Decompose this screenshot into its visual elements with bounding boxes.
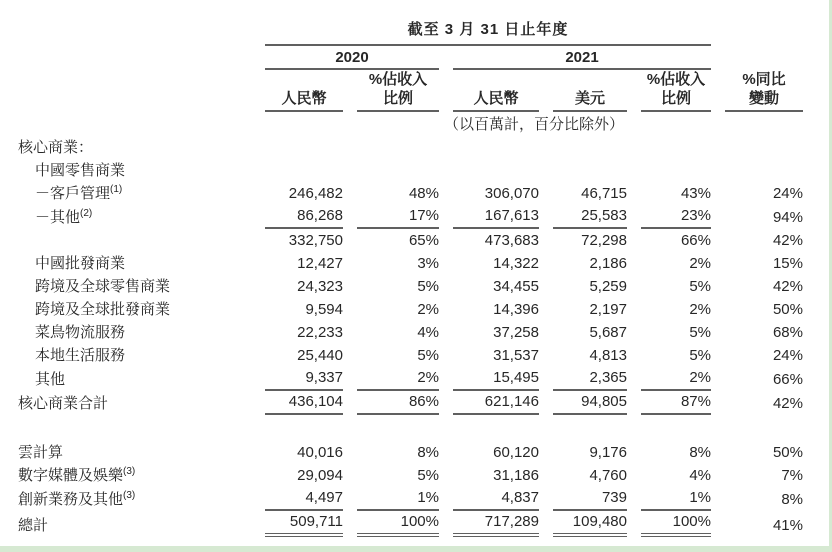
- table-cell: [546, 159, 634, 182]
- table-cell: 14,322: [493, 255, 539, 272]
- table-cell: 43%: [680, 185, 711, 202]
- table-cell: 436,104: [258, 391, 350, 415]
- table-cell: 66%: [772, 371, 803, 388]
- table-cell: 94,805: [546, 391, 634, 415]
- table-cell: 9,337: [258, 367, 350, 391]
- table-cell: 46,715: [581, 185, 627, 202]
- column-header-rmb-2020: [258, 70, 350, 112]
- table-cell: 12,427: [297, 255, 343, 272]
- year-group-row: [8, 46, 810, 70]
- table-cell: 4,760: [589, 467, 627, 484]
- row-label: 總計: [18, 517, 49, 534]
- table-cell: 15%: [772, 255, 803, 272]
- table-cell: 2,197: [589, 301, 627, 318]
- table-cell: [718, 159, 810, 182]
- table-cell: 65%: [408, 232, 439, 249]
- row-label: 本地生活服務: [35, 347, 126, 364]
- table-header: [8, 10, 810, 136]
- table-cell: 4%: [417, 324, 439, 341]
- table-cell: 4,837: [446, 487, 546, 511]
- table-cell: 2,365: [546, 367, 634, 391]
- table-cell: 86%: [350, 391, 446, 415]
- column-header-line: %同比: [742, 71, 786, 88]
- table-cell: 66%: [680, 232, 711, 249]
- table-cell: [258, 159, 350, 182]
- table-cell: 9,176: [589, 444, 627, 461]
- table-cell: 40,016: [297, 444, 343, 461]
- table-cell: 25,440: [297, 347, 343, 364]
- table-row: [8, 511, 810, 537]
- table-cell: 5%: [417, 347, 439, 364]
- table-cell: 717,289: [446, 511, 546, 537]
- row-label: 創新業務及其他$^{(3)}$: [18, 490, 136, 508]
- table-cell: 8%: [417, 444, 439, 461]
- table-cell: 5%: [689, 324, 711, 341]
- table-cell: 9,594: [305, 301, 343, 318]
- year-2021-header: 2021: [453, 49, 711, 70]
- table-cell: 4%: [689, 467, 711, 484]
- row-label: 跨境及全球零售商業: [35, 278, 171, 295]
- table-cell: 246,482: [288, 185, 343, 202]
- footnote-marker: (1): [110, 184, 123, 195]
- column-header-line: 人民幣: [281, 90, 327, 107]
- table-cell: 5,687: [589, 324, 627, 341]
- table-cell: 5,259: [589, 278, 627, 295]
- table-cell: 2%: [689, 301, 711, 318]
- table-cell: 68%: [772, 324, 803, 341]
- table-cell: 42%: [772, 395, 803, 412]
- table-cell: 332,750: [288, 232, 343, 249]
- table-cell: 109,480: [546, 511, 634, 537]
- table-cell: 31,186: [493, 467, 539, 484]
- table-row: [8, 275, 810, 298]
- table-cell: [546, 136, 634, 159]
- table-cell: 8%: [781, 491, 803, 508]
- row-label: 菜鳥物流服務: [35, 324, 126, 341]
- column-header-line: 比例: [660, 90, 691, 107]
- column-header-line: %佔收入: [646, 71, 706, 88]
- footnote-marker: (2): [80, 208, 93, 219]
- table-cell: 3%: [417, 255, 439, 272]
- table-cell: [718, 136, 810, 159]
- row-label: 中國零售商業: [35, 162, 126, 179]
- footnote-marker: (3): [123, 490, 136, 501]
- table-cell: 25,583: [546, 205, 634, 229]
- column-header-line: 比例: [382, 90, 413, 107]
- table-cell: 4,813: [589, 347, 627, 364]
- table-row: [8, 441, 810, 464]
- table-cell: 167,613: [446, 205, 546, 229]
- unit-note: （以百萬計，百分比除外）: [443, 116, 624, 133]
- table-row: [8, 205, 810, 229]
- table-cell: [350, 159, 446, 182]
- column-header-line: 美元: [574, 90, 605, 107]
- table-cell: 31,537: [493, 347, 539, 364]
- column-header-line: 人民幣: [473, 90, 519, 107]
- table-cell: 2%: [350, 367, 446, 391]
- row-label: 跨境及全球批發商業: [35, 301, 171, 318]
- table-row: [8, 136, 810, 159]
- table-row: [8, 182, 810, 205]
- table-cell: 2%: [689, 255, 711, 272]
- column-header-line: 變動: [748, 90, 779, 107]
- table-cell: 2%: [634, 367, 718, 391]
- table-row: [8, 159, 810, 182]
- row-label: －其他$^{(2)}$: [35, 208, 93, 226]
- unit-note-row: [8, 112, 810, 136]
- table-cell: 100%: [350, 511, 446, 537]
- table-cell: 100%: [634, 511, 718, 537]
- table-row: [8, 321, 810, 344]
- column-header-rmb-2021: [446, 70, 546, 112]
- table-cell: 24,323: [297, 278, 343, 295]
- table-cell: 41%: [772, 517, 803, 534]
- table-cell: 42%: [772, 278, 803, 295]
- table-cell: [258, 136, 350, 159]
- row-label: [8, 229, 258, 252]
- table-row: [8, 391, 810, 415]
- table-cell: [634, 159, 718, 182]
- table-cell: 34,455: [493, 278, 539, 295]
- period-title: 截至 3 月 31 日止年度: [265, 18, 711, 46]
- row-label: 核心商業合計: [18, 395, 109, 412]
- table-cell: 60,120: [493, 444, 539, 461]
- row-label: 數字媒體及娛樂$^{(3)}$: [18, 466, 136, 484]
- spacer-row: [8, 415, 810, 441]
- table-row: [8, 298, 810, 321]
- table-cell: [446, 159, 546, 182]
- table-cell: 509,711: [258, 511, 350, 537]
- table-cell: 86,268: [258, 205, 350, 229]
- table-row: [8, 229, 810, 252]
- table-cell: 72,298: [581, 232, 627, 249]
- table-cell: 37,258: [493, 324, 539, 341]
- column-header-yoy-change: [718, 70, 810, 112]
- table-cell: 94%: [772, 209, 803, 226]
- table-cell: 2,186: [589, 255, 627, 272]
- table-cell: 4,497: [258, 487, 350, 511]
- table-cell: 739: [546, 487, 634, 511]
- table-cell: 5%: [689, 278, 711, 295]
- column-header-row: [8, 70, 810, 112]
- table-cell: 87%: [634, 391, 718, 415]
- table-cell: 17%: [350, 205, 446, 229]
- year-2020-header: 2020: [265, 49, 439, 70]
- table-cell: 48%: [408, 185, 439, 202]
- table-cell: [634, 136, 718, 159]
- table-cell: 8%: [689, 444, 711, 461]
- row-label: 核心商業：: [18, 139, 94, 156]
- row-label: －客戶管理$^{(1)}$: [35, 184, 123, 202]
- table-cell: 306,070: [484, 185, 539, 202]
- table-cell: [350, 136, 446, 159]
- table-row: [8, 487, 810, 511]
- footnote-marker: (3): [123, 466, 136, 477]
- table-cell: 42%: [772, 232, 803, 249]
- row-label: 中國批發商業: [35, 255, 126, 272]
- row-label: 其他: [35, 371, 66, 388]
- table-cell: 50%: [772, 301, 803, 318]
- revenue-table: [8, 10, 810, 537]
- table-cell: 24%: [772, 347, 803, 364]
- table-cell: 1%: [634, 487, 718, 511]
- table-cell: 24%: [772, 185, 803, 202]
- table-cell: 14,396: [493, 301, 539, 318]
- table-cell: 1%: [350, 487, 446, 511]
- table-cell: 7%: [781, 467, 803, 484]
- table-cell: 29,094: [297, 467, 343, 484]
- row-label: 雲計算: [18, 444, 64, 461]
- table-cell: [446, 136, 546, 159]
- table-cell: 22,233: [297, 324, 343, 341]
- table-cell: 621,146: [446, 391, 546, 415]
- table-row: [8, 464, 810, 487]
- table-cell: 473,683: [484, 232, 539, 249]
- table-cell: 23%: [634, 205, 718, 229]
- table-body: [8, 136, 810, 537]
- table-row: [8, 252, 810, 275]
- table-cell: 5%: [417, 278, 439, 295]
- column-header-pct-2021: [634, 70, 718, 112]
- period-title-row: [8, 10, 810, 46]
- column-header-pct-2020: [350, 70, 446, 112]
- table-cell: 15,495: [446, 367, 546, 391]
- column-header-line: %佔收入: [368, 71, 428, 88]
- column-header-usd-2021: [546, 70, 634, 112]
- table-row: [8, 367, 810, 391]
- table-cell: 50%: [772, 444, 803, 461]
- table-row: [8, 344, 810, 367]
- table-cell: 5%: [689, 347, 711, 364]
- table-cell: 5%: [417, 467, 439, 484]
- table-cell: 2%: [417, 301, 439, 318]
